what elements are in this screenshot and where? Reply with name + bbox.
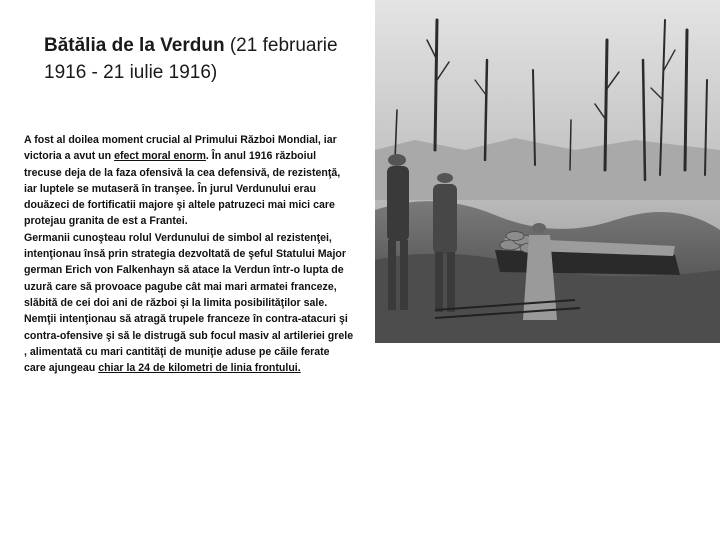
underlined-phrase-moral-effect: efect moral enorm [114, 150, 206, 163]
paragraph-1-text-b: . În anul 1916 războiul trecuse deja de la faza ofensivă la cea defensivă, de rezistenţă, iar luptele se mutaseră în tranşee. În jurul Verdunului erau douăzeci de fortificatii majore şi altele patruzeci mai mici care protejau granita de est a Frantei. [24, 150, 341, 228]
title-dates: (21 februarie 1916 - 21 iulie 1916) [44, 35, 338, 83]
paragraph-2 [24, 230, 354, 377]
verdun-trench-photo [375, 0, 720, 343]
photo-illustration [375, 0, 720, 343]
paragraph-1 [24, 132, 354, 230]
paragraph-2-text-a: Germanii cunoşteau rolul Verdunului de simbol al rezistenţei, intenţionau însă prin strategia dezvoltată de şeful Statului Major german Erich von Falkenhayn să atace la Verdun într-o lupta de uzură care să provoace pagube cât mai mari armatei franceze, slăbită de cei doi ani de război şi la limita posibilităţilor sale. Nemţii intenţionau să atragă trupele franceze în contra-atacuri şi contra-ofensive şi să le distrugă sub focul masiv al artileriei grele , alimentată cu mari cantităţi de muniţie aduse pe căile ferate care ajungeau [24, 231, 354, 375]
title-main: Bătălia de la Verdun [44, 35, 225, 56]
slide-title [44, 32, 344, 86]
slide-body [24, 132, 354, 376]
paragraph-1-text-a: A fost al doilea moment crucial al Primului Război Mondial, iar victoria a avut un [24, 134, 337, 163]
underlined-phrase-distance: chiar la 24 de kilometri de linia frontului. [98, 362, 301, 375]
